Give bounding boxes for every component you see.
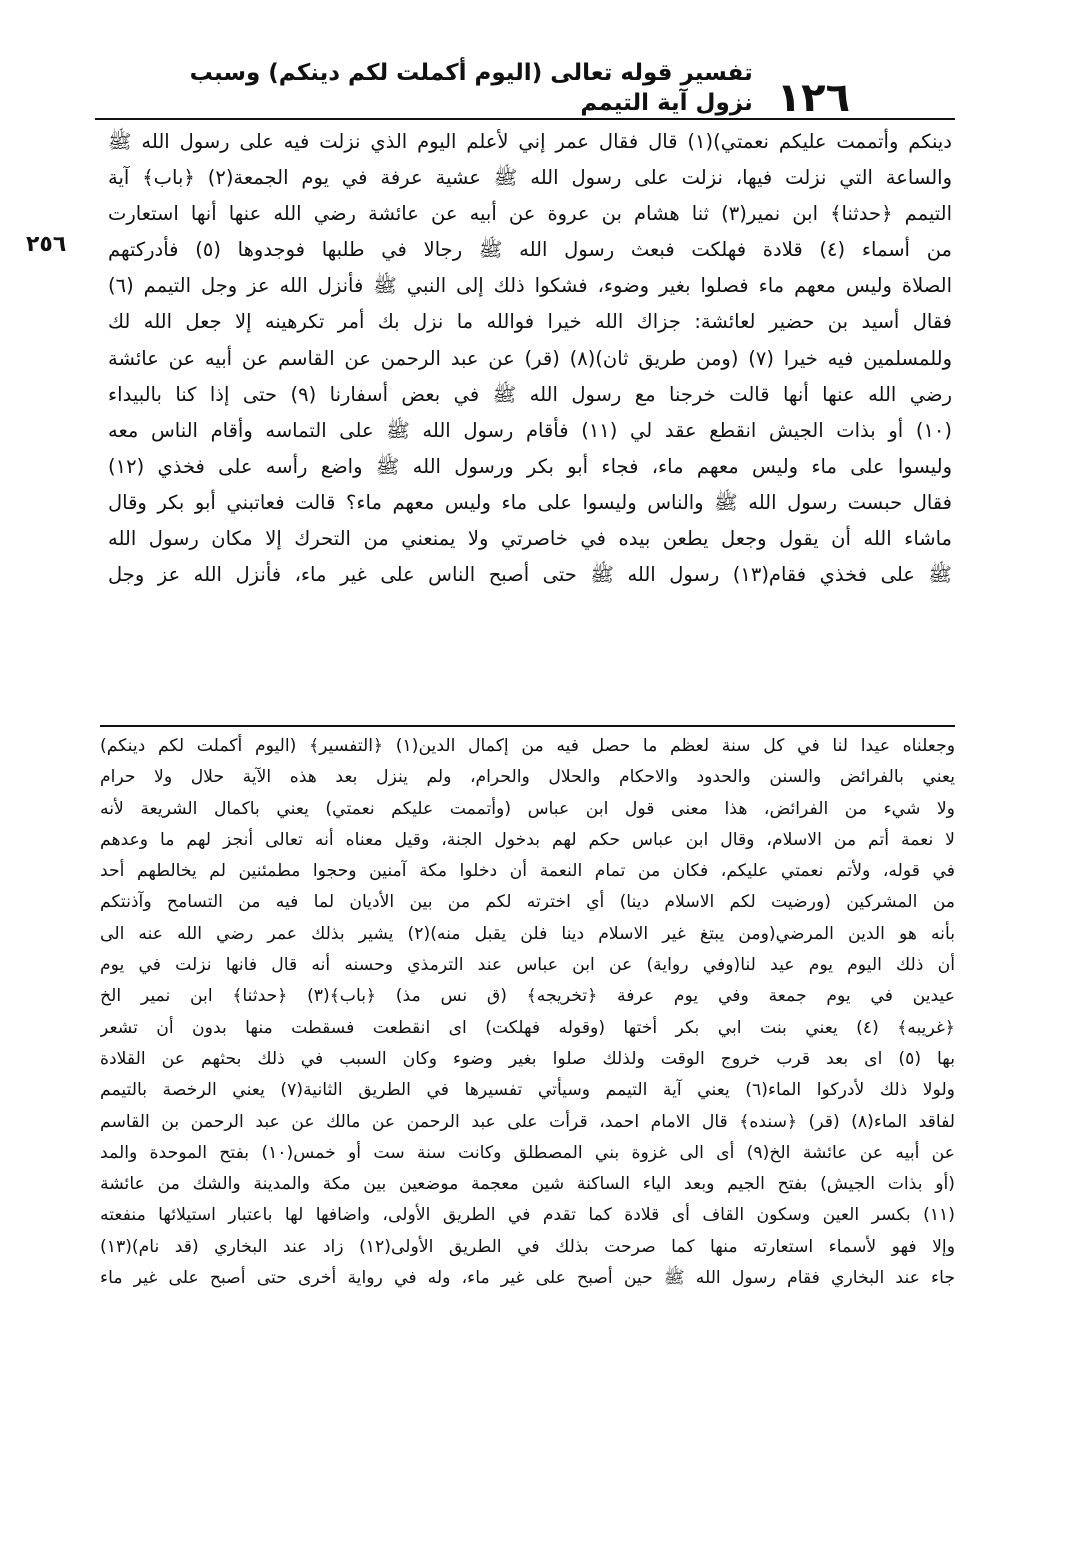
footnote-line: (أو بذات الجيش) بفتح الجيم وبعد الياء الساكنة شين معجمة موضعين بين مكة والمدينة والشك من عائشة [100,1174,955,1195]
footnote-rule [100,725,955,727]
main-text-line: ماشاء الله أن يقول وجعل يطعن بيده في خاصرتي ولا يمنعني من التحرك إلا مكان رسول الله [108,527,952,551]
footnote-line: لا نعمة أتم من الاسلام، وقال ابن عباس حكم لهم بدخول الجنة، وقيل معناه أنه تعالى أنجز لهم ما وعدهم [100,829,955,850]
footnote-line: ولولا ذلك لأدركوا الماء(٦) يعني آية التيمم وسيأتي تفسيرها في الطريق الثانية(٧) يعني الرخصة بالتيمم [100,1080,955,1101]
footnote-line: بأنه هو الدين المرضي(ومن يبتغ غير الاسلام دينا فلن يقبل منه)(٢) يشير بذلك عمر رضي الله عنه الى [100,923,955,944]
main-text-line: والساعة التي نزلت فيها، نزلت على رسول الله ﷺ عشية عرفة في يوم الجمعة(٢) ﴿باب﴾ آية [108,166,952,190]
hadith-number: ٢٥٦ [26,232,67,257]
header-rule [95,118,955,120]
main-text-line: من أسماء (٤) قلادة فهلكت فبعث رسول الله ﷺ رجالا في طلبها فوجدوها (٥) فأدركتهم [108,238,952,262]
footnote-line: ﴿غريبه﴾ (٤) يعني بنت ابي بكر أختها (وقوله فهلكت) اى انقطعت فسقطت منها بدون أن تشعر [100,1017,955,1038]
main-text-line: الصلاة وليس معهم ماء فصلوا بغير وضوء، فشكوا ذلك إلى النبي ﷺ فأنزل الله عز وجل التيمم (٦) [108,274,952,298]
footnote-line: وإلا فهو لأسماء استعارته منها كما صرحت بذلك في الطريق الأولى(١٢) زاد عند البخاري (قد نام)(١٣) [100,1236,955,1257]
main-text-line: فقال حبست رسول الله ﷺ والناس وليسوا على ماء وليس معهم ماء؟ قالت فعاتبني أبو بكر وقال [108,490,952,514]
main-text-line: التيمم ﴿حدثنا﴾ ابن نمير(٣) ثنا هشام بن عروة عن أبيه عن عائشة رضي الله عنها أنها استعارت [108,202,952,226]
footnote-line: عن أبيه عن عائشة الخ(٩) أى الى غزوة بني المصطلق وكانت سنة ست أو خمس(١٠) بفتح الموحدة والمد [100,1142,955,1163]
footnote-line: (١١) بكسر العين وسكون القاف أى قلادة كما تقدم في الطريق الأولى، واضافها لها باعتبار استيلائها منفعته [100,1205,955,1226]
main-text [108,124,952,593]
main-text-line: دينكم وأتممت عليكم نعمتي)(١) قال فقال عمر إني لأعلم اليوم الذي نزلت فيه على رسول الله ﷺ [108,130,952,153]
footnote-line: ولا شيء من الفرائض، هذا معنى قول ابن عباس (وأتممت عليكم نعمتي) يعني باكمال الشريعة لأنه [100,798,955,819]
footnote-line: بها (٥) اى بعد قرب خروج الوقت ولذلك صلوا بغير وضوء وكان السبب في ذلك بحثهم عن القلادة [100,1048,955,1069]
main-text-line: رضي الله عنها أنها قالت خرجنا مع رسول الله ﷺ في بعض أسفارنا (٩) حتى إذا كنا بالبيداء [108,382,952,406]
page-header [150,60,850,121]
page-number: ١٢٦ [776,75,850,121]
main-text-line: وليسوا على ماء وليس معهم ماء، فجاء أبو بكر ورسول الله ﷺ واضع رأسه على فخذي (١٢) [108,454,952,478]
running-title: تفسير قوله تعالى (اليوم أكملت لكم دينكم) وسبب نزول آية التيمم [189,60,753,116]
footnote-line: عيدين في يوم جمعة وفي يوم عرفة ﴿تخريجه﴾ (ق نس مذ) ﴿باب﴾(٣) ﴿حدثنا﴾ ابن نمير الخ [100,986,955,1007]
main-text-line: فقال أسيد بن حضير لعائشة: جزاك الله خيرا فوالله ما نزل بك أمر تكرهينه إلا جعل الله لك [108,310,952,334]
main-text-line: ﷺ على فخذي فقام(١٣) رسول الله ﷺ حتى أصبح الناس على غير ماء، فأنزل الله عز وجل [108,563,952,587]
main-text-line: وللمسلمين فيه خيرا (٧) (ومن طريق ثان)(٨) (قر) عن عبد الرحمن عن القاسم عن أبيه عن عائشة [108,346,952,370]
footnote-line: أن ذلك اليوم يوم عيد لنا(وفي رواية) عن ابن عباس عند الترمذي وحسنه أنه قال فانها نزلت في يوم [100,955,955,976]
footnote-line: يعني بالفرائض والسنن والحدود والاحكام والحلال والحرام، ولم ينزل بعد هذه الآية حلال ولا حرام [100,767,955,788]
main-text-line: (١٠) أو بذات الجيش انقطع عقد لي (١١) فأقام رسول الله ﷺ على التماسه وأقام الناس معه [108,418,952,442]
footnotes [100,731,955,1294]
footnote-line: لفاقد الماء(٨) (قر) ﴿سنده﴾ قال الامام احمد، قرأت على عبد الرحمن عن مالك عن عبد الرحمن بن القاسم [100,1111,955,1132]
footnote-line: وجعلناه عيدا لنا في كل سنة لعظم ما حصل فيه من إكمال الدين(١) ﴿التفسير﴾ (اليوم أكملت لكم دينكم) [100,736,955,756]
footnote-line: جاء عند البخاري فقام رسول الله ﷺ حين أصبح على غير ماء، وله في رواية أخرى حتى أصبح على غير ماء [100,1268,955,1289]
footnote-line: في قوله، ولأتم نعمتي عليكم، فكان من تمام النعمة أن دخلوا مكة آمنين وحجوا مطمئنين لم يخالطهم أحد [100,861,955,882]
footnote-line: من المشركين (ورضيت لكم الاسلام دينا) أي اخترته لكم من بين الأديان لما فيه من التسامح وآذنتكم [100,892,955,913]
